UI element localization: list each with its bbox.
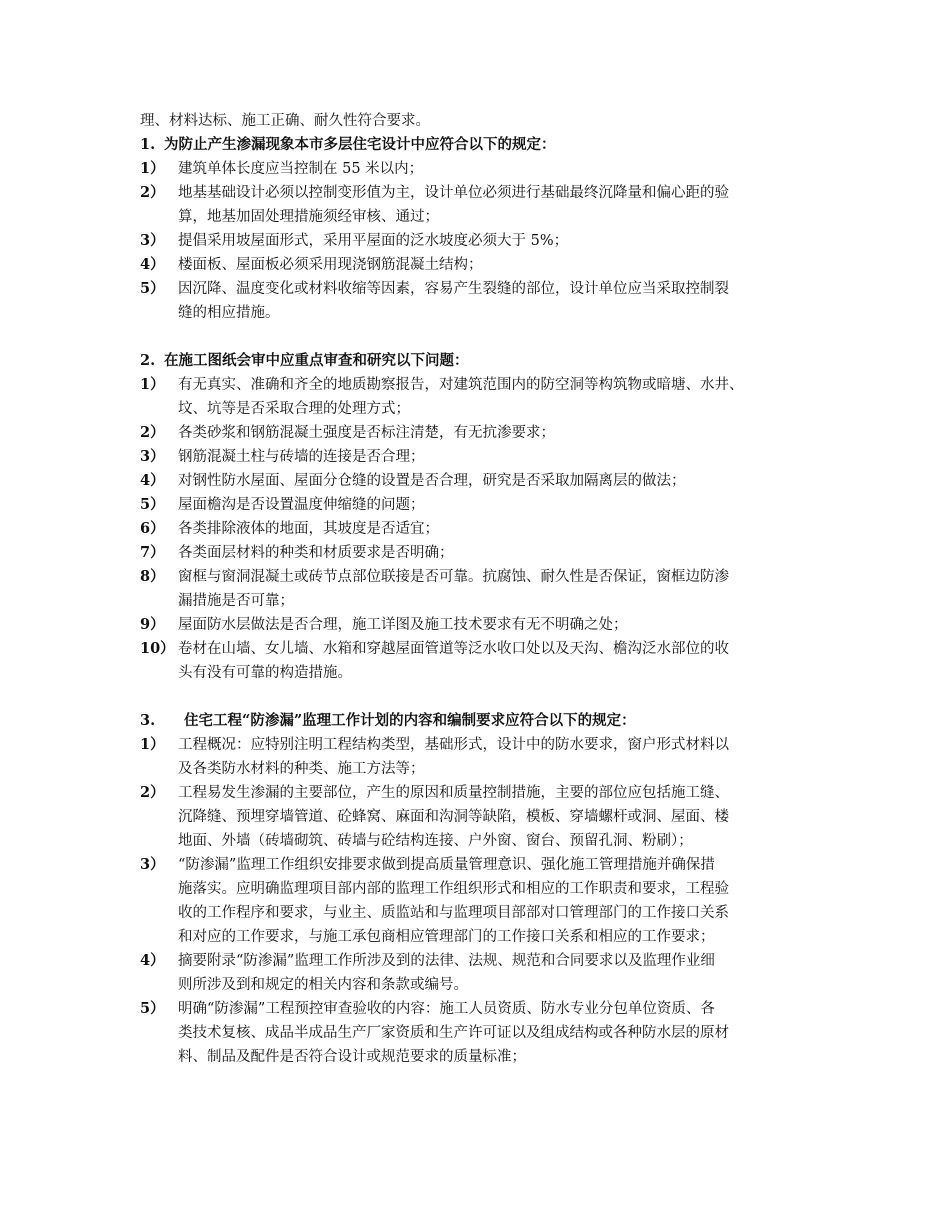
list-item-line: 各类排除液体的地面，其坡度是否适宜；: [178, 521, 439, 537]
list-item: [140, 157, 830, 181]
list-item-text: [178, 517, 830, 541]
section-title: 为防止产生渗漏现象本市多层住宅设计中应符合以下的规定：: [164, 136, 556, 153]
list-item-number: 10）: [140, 640, 175, 657]
list-item-number: 8）: [140, 568, 165, 585]
list-item-text: [178, 157, 830, 181]
list-item-number: 1）: [140, 736, 165, 753]
document-sections: [140, 133, 830, 1069]
list-item: [140, 253, 830, 277]
list-item-number: 5）: [140, 280, 165, 297]
list-item-line: 缝的相应措施。: [178, 305, 280, 321]
list-item-line: 窗框与窗洞混凝土或砖节点部位联接是否可靠。抗腐蚀、耐久性是否保证，窗框边防渗: [178, 569, 729, 585]
list-item-line: 及各类防水材料的种类、施工方法等；: [178, 761, 425, 777]
list-item-number: 5）: [140, 1000, 165, 1017]
document-page: [140, 109, 830, 1069]
list-item: [140, 229, 830, 253]
list-item-line: 收的工作程序和要求，与业主、质监站和与监理项目部部对口管理部门的工作接口关系: [178, 905, 729, 921]
list-item-number: 4）: [140, 256, 165, 273]
list-item-number: 3）: [140, 448, 165, 465]
list-item: [140, 517, 830, 541]
list-item-number: 6）: [140, 520, 165, 537]
list-item: [140, 733, 830, 781]
list-item-line: 和对应的工作要求，与施工承包商相应管理部门的工作接口关系和相应的工作要求；: [178, 929, 715, 945]
list-item-line: 摘要附录“防渗漏”监理工作所涉及到的法律、法规、规范和合同要求以及监理作业细: [178, 953, 715, 969]
list-item-line: 对钢性防水屋面、屋面分仓缝的设置是否合理，研究是否采取加隔离层的做法；: [178, 473, 686, 489]
list-item-number: 9）: [140, 616, 165, 633]
list-item-text: [178, 541, 830, 565]
section-number: 3.: [140, 712, 156, 729]
intro-line: 理、材料达标、施工正确、耐久性符合要求。: [140, 113, 430, 129]
list-item-line: 明确“防渗漏”工程预控审查验收的内容：施工人员资质、防水专业分包单位资质、各: [178, 1001, 715, 1017]
list-item-line: 有无真实、准确和齐全的地质勘察报告，对建筑范围内的防空洞等构筑物或暗塘、水井、: [178, 377, 744, 393]
section-3: [140, 709, 830, 1069]
list-item: [140, 613, 830, 637]
list-item-line: 则所涉及到和规定的相关内容和条款或编号。: [178, 977, 468, 993]
section-heading: [140, 709, 830, 733]
list-item-number: 4）: [140, 952, 165, 969]
list-item-line: 建筑单体长度应当控制在 55 米以内；: [178, 161, 424, 177]
list-item-number: 2）: [140, 184, 165, 201]
list-item-number: 2）: [140, 424, 165, 441]
list-item-line: 卷材在山墙、女儿墙、水箱和穿越屋面管道等泛水收口处以及天沟、檐沟泛水部位的收: [178, 641, 729, 657]
list-item-text: [178, 997, 830, 1069]
section-2: [140, 349, 830, 685]
list-item-text: [178, 781, 830, 853]
list-item-line: 提倡采用坡屋面形式，采用平屋面的泛水坡度必须大于 5%；: [178, 233, 569, 249]
list-item-number: 5）: [140, 496, 165, 513]
section-gap: [140, 685, 830, 709]
list-item-text: [178, 445, 830, 469]
list-item-number: 1）: [140, 376, 165, 393]
list-item-line: 地基基础设计必须以控制变形值为主，设计单位必须进行基础最终沉降量和偏心距的验: [178, 185, 729, 201]
section-gap: [140, 325, 830, 349]
list-item: [140, 565, 830, 613]
list-item-text: [178, 229, 830, 253]
list-item: [140, 637, 830, 685]
list-item-line: 地面、外墙（砖墙砌筑、砖墙与砼结构连接、户外窗、窗台、预留孔洞、粉刷）；: [178, 833, 693, 849]
list-item-text: [178, 949, 830, 997]
list-item: [140, 373, 830, 421]
list-item-number: 7）: [140, 544, 165, 561]
list-item-line: 楼面板、屋面板必须采用现浇钢筋混凝土结构；: [178, 257, 483, 273]
list-item-line: 漏措施是否可靠；: [178, 593, 294, 609]
list-item-line: 各类面层材料的种类和材质要求是否明确；: [178, 545, 454, 561]
list-item-line: 坟、坑等是否采取合理的处理方式；: [178, 401, 410, 417]
list-item-line: 料、制品及配件是否符合设计或规范要求的质量标准；: [178, 1049, 526, 1065]
list-item-text: [178, 733, 830, 781]
section-title: 在施工图纸会审中应重点审查和研究以下问题：: [164, 352, 469, 369]
list-item-text: [178, 373, 830, 421]
list-item-line: 算，地基加固处理措施须经审核、通过；: [178, 209, 439, 225]
list-item-line: 类技术复核、成品半成品生产厂家资质和生产许可证以及组成结构或各种防水层的原材: [178, 1025, 729, 1041]
list-item-number: 1）: [140, 160, 165, 177]
list-item-line: 屋面檐沟是否设置温度伸缩缝的问题；: [178, 497, 425, 513]
list-item-number: 2）: [140, 784, 165, 801]
list-item-line: 屋面防水层做法是否合理，施工详图及施工技术要求有无不明确之处；: [178, 617, 628, 633]
list-item: [140, 469, 830, 493]
list-item-line: 头有没有可靠的构造措施。: [178, 665, 352, 681]
list-item-line: 沉降缝、预埋穿墙管道、砼蜂窝、麻面和沟洞等缺陷，模板、穿墙螺杆或洞、屋面、楼: [178, 809, 729, 825]
section-number: 2.: [140, 352, 156, 369]
list-item-text: [178, 181, 830, 229]
list-item-number: 4）: [140, 472, 165, 489]
list-item: [140, 541, 830, 565]
section-heading: [140, 133, 830, 157]
section-title: 住宅工程“防渗漏”监理工作计划的内容和编制要求应符合以下的规定：: [184, 712, 636, 729]
list-item-line: 施落实。应明确监理项目部内部的监理工作组织形式和相应的工作职责和要求，工程验: [178, 881, 729, 897]
list-item-text: [178, 277, 830, 325]
list-item-text: [178, 253, 830, 277]
list-item-text: [178, 853, 830, 949]
list-item: [140, 181, 830, 229]
list-item-text: [178, 565, 830, 613]
list-item-line: 工程易发生渗漏的主要部位，产生的原因和质量控制措施，主要的部位应包括施工缝、: [178, 785, 729, 801]
list-item-text: [178, 469, 830, 493]
list-item: [140, 997, 830, 1069]
section-heading: [140, 349, 830, 373]
list-item-text: [178, 613, 830, 637]
list-item-line: “防渗漏”监理工作组织安排要求做到提高质量管理意识、强化施工管理措施并确保措: [178, 857, 715, 873]
list-item: [140, 853, 830, 949]
list-item: [140, 493, 830, 517]
list-item: [140, 277, 830, 325]
list-item-text: [178, 421, 830, 445]
list-item-text: [178, 493, 830, 517]
list-item-number: 3）: [140, 232, 165, 249]
list-item-text: [178, 637, 830, 685]
list-item: [140, 445, 830, 469]
section-1: [140, 133, 830, 325]
list-item: [140, 421, 830, 445]
section-number: 1.: [140, 136, 156, 153]
list-item-line: 工程概况：应特别注明工程结构类型，基础形式，设计中的防水要求，窗户形式材料以: [178, 737, 729, 753]
list-item-line: 各类砂浆和钢筋混凝土强度是否标注清楚，有无抗渗要求；: [178, 425, 555, 441]
list-item-line: 钢筋混凝土柱与砖墙的连接是否合理；: [178, 449, 425, 465]
list-item-number: 3）: [140, 856, 165, 873]
list-item: [140, 949, 830, 997]
list-item-line: 因沉降、温度变化或材料收缩等因素，容易产生裂缝的部位，设计单位应当采取控制裂: [178, 281, 729, 297]
list-item: [140, 781, 830, 853]
